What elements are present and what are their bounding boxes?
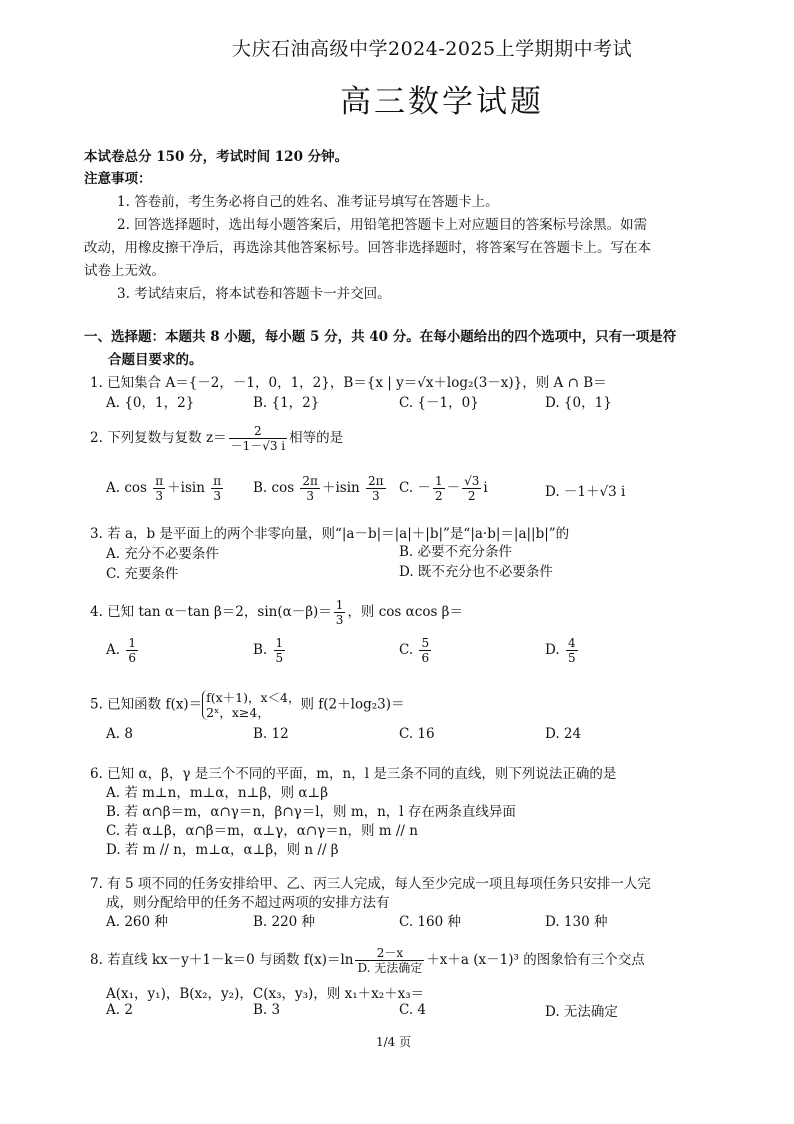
question-4-stem: 4. 已知 tan α－tan β＝2，sin(α－β)＝ $\frac{1}{3}$ ，则 cos αcos β＝	[90, 598, 463, 627]
question-7-option-d: D. 130 种	[545, 914, 608, 930]
question-2-option-c: C. － $\frac{1}{2}$ － $\frac{√3}{2}$ i	[399, 474, 488, 503]
notice-item-2-line1: 2. 回答选择题时，选出每小题答案后，用铅笔把答题卡上对应题目的答案标号涂黑。如需	[117, 217, 648, 233]
question-1-option-a: A. {0，1，2}	[106, 395, 195, 411]
question-6-option-c: C. 若 α⊥β，α∩β＝m，α⊥γ，α∩γ＝n，则 m // n	[106, 823, 418, 839]
total-score-line: 本试卷总分 150 分，考试时间 120 分钟。	[84, 149, 349, 165]
question-5-stem: 5. 已知函数 f(x)＝ f(x＋1)，x＜4， 2ˣ，x≥4， 则 f(2＋log₂3)＝	[90, 690, 405, 720]
question-5-option-c: C. 16	[399, 726, 435, 742]
question-2-option-d: D. －1＋√3 i	[545, 484, 626, 500]
question-8-option-d: D. 无法确定	[545, 1004, 618, 1020]
notice-item-3: 3. 考试结束后，将本试卷和答题卡一并交回。	[117, 286, 391, 302]
question-2-option-b: B. cos $\frac{2\pi}{3}$ ＋isin $\frac{2\pi}{3}$	[253, 474, 384, 503]
question-6-option-a: A. 若 m⊥n，m⊥α，n⊥β，则 α⊥β	[106, 785, 329, 801]
notice-item-2-line2: 改动，用橡皮擦干净后，再选涂其他答案标号。回答非选择题时，将答案写在答题卡上。写在本	[84, 240, 651, 256]
question-5-option-d: D. 24	[545, 726, 582, 742]
notice-item-1: 1. 答卷前，考生务必将自己的姓名、准考证号填写在答题卡上。	[117, 194, 499, 210]
piecewise-brace: f(x＋1)，x＜4， 2ˣ，x≥4，	[202, 690, 300, 720]
question-8-stem-line2: A(x₁，y₁)，B(x₂，y₂)，C(x₃，y₃)，则 x₁＋x₂＋x₃＝	[106, 986, 425, 1002]
question-6-option-b: B. 若 α∩β＝m，α∩γ＝n，β∩γ＝l，则 m，n，l 存在两条直线异面	[106, 804, 516, 820]
question-7-stem-line2: 成，则分配给甲的任务不超过两项的安排方法有	[106, 895, 390, 911]
question-4-option-b: B. $\frac{1}{5}$	[253, 636, 284, 665]
question-3-option-c: C. 充要条件	[106, 566, 179, 582]
section-1-heading-line2: 合题目要求的。	[108, 352, 203, 368]
question-7-option-a: A. 260 种	[106, 914, 168, 930]
question-7-option-b: B. 220 种	[253, 914, 316, 930]
question-2-fraction: $\frac{2}{-1-√3 i}$	[230, 424, 286, 453]
question-8-option-b: B. 3	[253, 1002, 281, 1018]
question-7-option-c: C. 160 种	[399, 914, 461, 930]
question-3-option-d: D. 既不充分也不必要条件	[399, 564, 553, 580]
question-8-option-c: C. 4	[399, 1002, 427, 1018]
question-1-stem: 1. 已知集合 A＝{－2，－1，0，1，2}，B＝{x | y＝√x＋log₂(3－x)}，则 A ∩ B＝	[90, 375, 607, 391]
question-1-option-d: D. {0，1}	[545, 395, 612, 411]
page-number: 1/4 页	[376, 1035, 412, 1049]
question-1-option-b: B. {1，2}	[253, 395, 320, 411]
question-3-option-a: A. 充分不必要条件	[106, 546, 219, 562]
exam-title: 高三数学试题	[340, 84, 544, 120]
notice-item-2-line3: 试卷上无效。	[84, 263, 165, 279]
question-1-option-c: C. {－1，0}	[399, 395, 479, 411]
school-heading: 大庆石油高级中学2024-2025上学期期中考试	[232, 38, 633, 60]
question-4-option-c: C. $\frac{5}{6}$	[399, 636, 430, 665]
question-2-stem-pre: 2. 下列复数与复数 z＝	[90, 430, 227, 446]
question-2-stem-post: 相等的是	[289, 430, 344, 446]
question-7-stem-line1: 7. 有 5 项不同的任务安排给甲、乙、丙三人完成，每人至少完成一项且每项任务只安排一人完	[90, 876, 651, 892]
notice-heading: 注意事项：	[84, 171, 152, 187]
question-3-option-b: B. 必要不充分条件	[399, 544, 513, 560]
question-2-option-a: A. cos $\frac{\pi}{3}$ ＋isin $\frac{\pi}{3}$	[106, 474, 222, 503]
question-8-option-a: A. 2	[106, 1002, 133, 1018]
question-5-option-a: A. 8	[106, 726, 133, 742]
question-4-option-d: D. $\frac{4}{5}$	[545, 636, 576, 665]
question-5-option-b: B. 12	[253, 726, 289, 742]
question-6-stem: 6. 已知 α，β，γ 是三个不同的平面，m，n，l 是三条不同的直线，则下列说法正确的是	[90, 766, 617, 782]
question-3-stem: 3. 若 a，b 是平面上的两个非零向量，则“|a－b|＝|a|＋|b|”是“|a·b|＝|a||b|”的	[90, 526, 570, 542]
question-2-stem	[90, 424, 343, 453]
question-8-stem: 8. 若直线 kx－y＋1－k＝0 与函数 f(x)＝ln $\frac{2-x}{\text{D. 无法确定}}$ ＋x＋a (x－1)³ 的图象恰有三个交点	[90, 946, 645, 975]
section-1-heading-line1: 一、选择题：本题共 8 小题，每小题 5 分，共 40 分。在每小题给出的四个选项中，只有一项是符	[84, 329, 677, 345]
question-4-option-a: A. $\frac{1}{6}$	[106, 636, 136, 665]
question-6-option-d: D. 若 m // n，m⊥α，α⊥β，则 n // β	[106, 842, 339, 858]
